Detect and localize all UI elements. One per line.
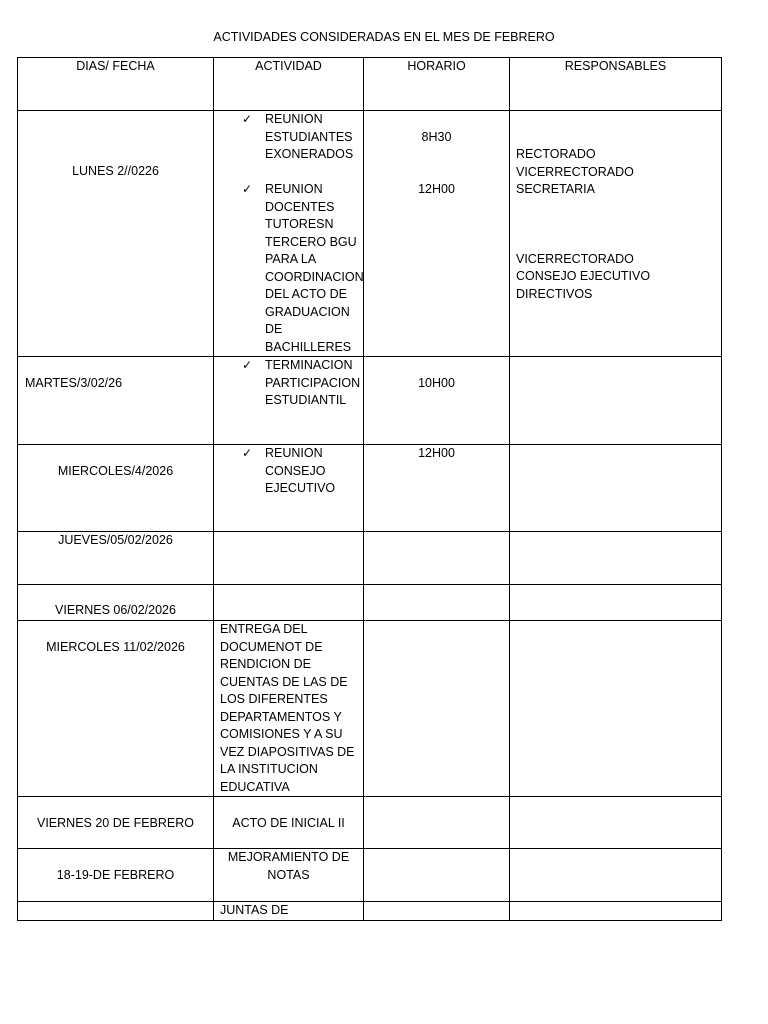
cell-horario — [364, 849, 510, 902]
table-row — [18, 902, 722, 921]
table-header-row — [18, 58, 722, 111]
cell-actividad — [214, 445, 364, 532]
responsables-group: RECTORADO VICERRECTORADO SECRETARIA — [516, 147, 634, 196]
cell-actividad — [214, 532, 364, 585]
cell-actividad — [214, 585, 364, 621]
activity-item: ✓ REUNION ESTUDIANTES EXONERADOS — [214, 111, 363, 164]
table-row — [18, 445, 722, 532]
document-title: ACTIVIDADES CONSIDERADAS EN EL MES DE FEBRERO — [213, 30, 555, 44]
table-row — [18, 111, 722, 357]
cell-horario — [364, 585, 510, 621]
header-horario: HORARIO — [364, 58, 510, 111]
cell-responsables — [510, 621, 722, 797]
header-dias-fecha: DIAS/ FECHA — [18, 58, 214, 111]
cell-horario: 12H00 — [364, 445, 510, 532]
cell-horario — [364, 902, 510, 921]
checkmark-icon: ✓ — [242, 112, 253, 126]
checkmark-icon: ✓ — [242, 446, 253, 460]
activity-item: ✓ TERMINACION PARTICIPACION ESTUDIANTIL — [214, 357, 363, 410]
cell-actividad — [214, 357, 364, 445]
checkmark-icon: ✓ — [242, 182, 253, 196]
cell-fecha: MIERCOLES/4/2026 — [18, 445, 214, 532]
cell-responsables — [510, 357, 722, 445]
activity-item: ✓ REUNION DOCENTES TUTORESN TERCERO BGU PARA LA COORDINACION DEL ACTO DE GRADUACION DE BACHILLERES — [214, 181, 363, 356]
cell-fecha: VIERNES 06/02/2026 — [18, 585, 214, 621]
cell-horario: 8H30 12H00 — [364, 111, 510, 357]
table-row — [18, 849, 722, 902]
table-row — [18, 797, 722, 849]
activities-table — [17, 57, 722, 921]
cell-fecha — [18, 902, 214, 921]
header-responsables: RESPONSABLES — [510, 58, 722, 111]
cell-actividad: ACTO DE INICIAL II — [214, 797, 364, 849]
responsables-group: VICERRECTORADO CONSEJO EJECUTIVO DIRECTIVOS — [516, 251, 651, 301]
activity-item: ✓ REUNION CONSEJO EJECUTIVO — [214, 445, 363, 498]
cell-actividad — [214, 111, 364, 357]
cell-responsables — [510, 111, 722, 357]
header-actividad: ACTIVIDAD — [214, 58, 364, 111]
cell-responsables — [510, 849, 722, 902]
cell-horario — [364, 621, 510, 797]
cell-responsables — [510, 585, 722, 621]
cell-fecha: 18-19-DE FEBRERO — [18, 849, 214, 902]
cell-fecha: MARTES/3/02/26 — [18, 357, 214, 445]
cell-actividad: JUNTAS DE — [214, 902, 364, 921]
cell-actividad: ENTREGA DEL DOCUMENOT DE RENDICION DE CUENTAS DE LAS DE LOS DIFERENTES DEPARTAMENTOS Y COMISIONES Y A SU VEZ DIAPOSITIVAS DE LA INSTITUCION EDUCATIVA — [214, 621, 364, 797]
table-row — [18, 585, 722, 621]
cell-responsables — [510, 532, 722, 585]
cell-responsables — [510, 445, 722, 532]
cell-responsables — [510, 902, 722, 921]
cell-horario — [364, 532, 510, 585]
table-row — [18, 532, 722, 585]
table-row — [18, 621, 722, 797]
cell-responsables — [510, 797, 722, 849]
checkmark-icon: ✓ — [242, 358, 253, 372]
cell-horario — [364, 797, 510, 849]
cell-fecha: LUNES 2//0226 — [18, 111, 214, 357]
cell-actividad: MEJORAMIENTO DE NOTAS — [214, 849, 364, 902]
cell-fecha: VIERNES 20 DE FEBRERO — [18, 797, 214, 849]
cell-horario: 10H00 — [364, 357, 510, 445]
cell-fecha: JUEVES/05/02/2026 — [18, 532, 214, 585]
cell-fecha: MIERCOLES 11/02/2026 — [18, 621, 214, 797]
table-row — [18, 357, 722, 445]
